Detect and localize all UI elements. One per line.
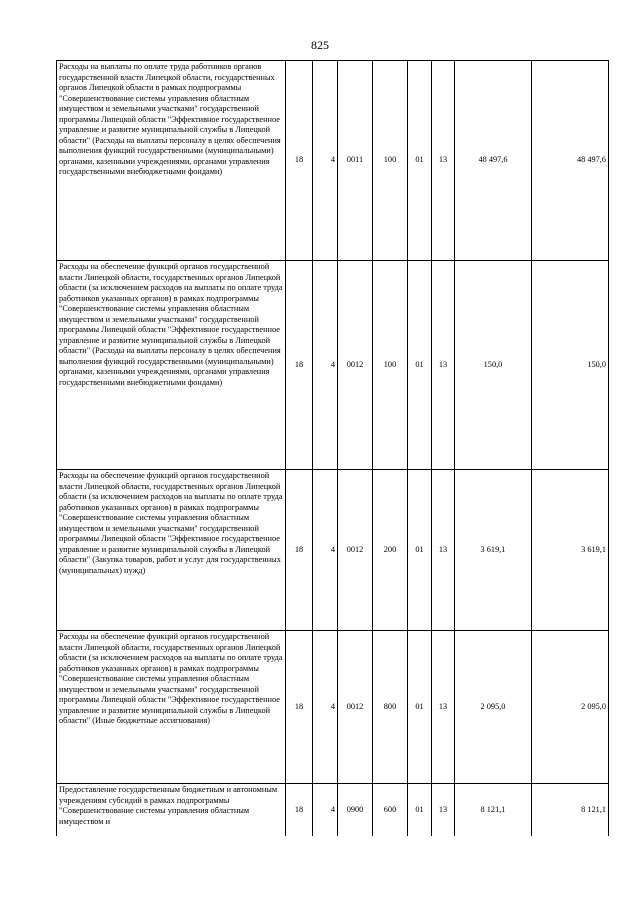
- cell-section: 01: [408, 61, 432, 261]
- cell-section: 01: [408, 470, 432, 631]
- cell-amount-2: 150,0: [532, 261, 609, 470]
- cell-target-code: 0011: [338, 61, 373, 261]
- table-row: [57, 61, 609, 261]
- cell-subsection: 13: [432, 61, 455, 261]
- cell-code-2: 4: [313, 784, 338, 836]
- cell-subsection: 13: [432, 470, 455, 631]
- table-row: [57, 470, 609, 631]
- cell-subsection: 13: [432, 784, 455, 836]
- cell-target-code: 0012: [338, 470, 373, 631]
- cell-code-1: 18: [286, 470, 313, 631]
- cell-expense-type: 100: [373, 261, 408, 470]
- cell-expense-type: 600: [373, 784, 408, 836]
- cell-subsection: 13: [432, 631, 455, 784]
- table-row: [57, 631, 609, 784]
- cell-target-code: 0900: [338, 784, 373, 836]
- cell-amount-2: 48 497,6: [532, 61, 609, 261]
- cell-section: 01: [408, 261, 432, 470]
- cell-amount-2: 3 619,1: [532, 470, 609, 631]
- cell-expense-type: 800: [373, 631, 408, 784]
- page-number: 825: [311, 38, 329, 52]
- cell-amount-2: 2 095,0: [532, 631, 609, 784]
- table-row: [57, 784, 609, 836]
- budget-table: [56, 60, 609, 836]
- cell-target-code: 0012: [338, 261, 373, 470]
- cell-amount-1: 2 095,0: [455, 631, 532, 784]
- row-description: Предоставление государственным бюджетным и автономным учреждениям субсидий в рамках подпрограммы "Совершенствование системы управления областным имуществом и: [57, 784, 286, 836]
- row-description: Расходы на выплаты по оплате труда работников органов государственной власти Липецкой области, государственных органов Липецкой области в рамках подпрограммы "Совершенствование системы управления областным имуществом и земельными участками" государственной программы Липецкой области "Эффективное государственное управление и развитие муниципальной службы в Липецкой области" (Расходы на выплаты персоналу в целях обеспечения выполнения функций государственными (муниципальными) органами, казенными учреждениями, органами управления государственными внебюджетными фондами): [57, 61, 286, 261]
- cell-amount-1: 48 497,6: [455, 61, 532, 261]
- cell-subsection: 13: [432, 261, 455, 470]
- cell-section: 01: [408, 631, 432, 784]
- table-body: [57, 61, 609, 836]
- cell-code-1: 18: [286, 61, 313, 261]
- cell-code-1: 18: [286, 784, 313, 836]
- cell-amount-1: 3 619,1: [455, 470, 532, 631]
- cell-code-2: 4: [313, 61, 338, 261]
- cell-code-1: 18: [286, 631, 313, 784]
- cell-section: 01: [408, 784, 432, 836]
- cell-expense-type: 100: [373, 61, 408, 261]
- cell-code-2: 4: [313, 631, 338, 784]
- cell-amount-2: 8 121,1: [532, 784, 609, 836]
- cell-code-2: 4: [313, 470, 338, 631]
- row-description: Расходы на обеспечение функций органов государственной власти Липецкой области, государственных органов Липецкой области (за исключением расходов на выплаты по оплате труда работников указанных органов) в рамках подпрограммы "Совершенствование системы управления областным имуществом и земельными участками" государственной программы Липецкой области "Эффективное государственное управление и развитие муниципальной службы в Липецкой области" (Расходы на выплаты персоналу в целях обеспечения выполнения функций государственными (муниципальными) органами, казенными учреждениями, органами управления государственными внебюджетными фондами): [57, 261, 286, 470]
- cell-amount-1: 8 121,1: [455, 784, 532, 836]
- row-description: Расходы на обеспечение функций органов государственной власти Липецкой области, государственных органов Липецкой области (за исключением расходов на выплаты по оплате труда работников указанных органов) в рамках подпрограммы "Совершенствование системы управления областным имуществом и земельными участками" государственной программы Липецкой области "Эффективное государственное управление и развитие муниципальной службы в Липецкой области" (Закупка товаров, работ и услуг для государственных (муниципальных) нужд): [57, 470, 286, 631]
- cell-expense-type: 200: [373, 470, 408, 631]
- row-description: Расходы на обеспечение функций органов государственной власти Липецкой области, государственных органов Липецкой области (за исключением расходов на выплаты по оплате труда работников указанных органов) в рамках подпрограммы "Совершенствование системы управления областным имуществом и земельными участками" государственной программы Липецкой области "Эффективное государственное управление и развитие муниципальной службы в Липецкой области" (Иные бюджетные ассигнования): [57, 631, 286, 784]
- cell-code-2: 4: [313, 261, 338, 470]
- cell-amount-1: 150,0: [455, 261, 532, 470]
- cell-code-1: 18: [286, 261, 313, 470]
- table-row: [57, 261, 609, 470]
- cell-target-code: 0012: [338, 631, 373, 784]
